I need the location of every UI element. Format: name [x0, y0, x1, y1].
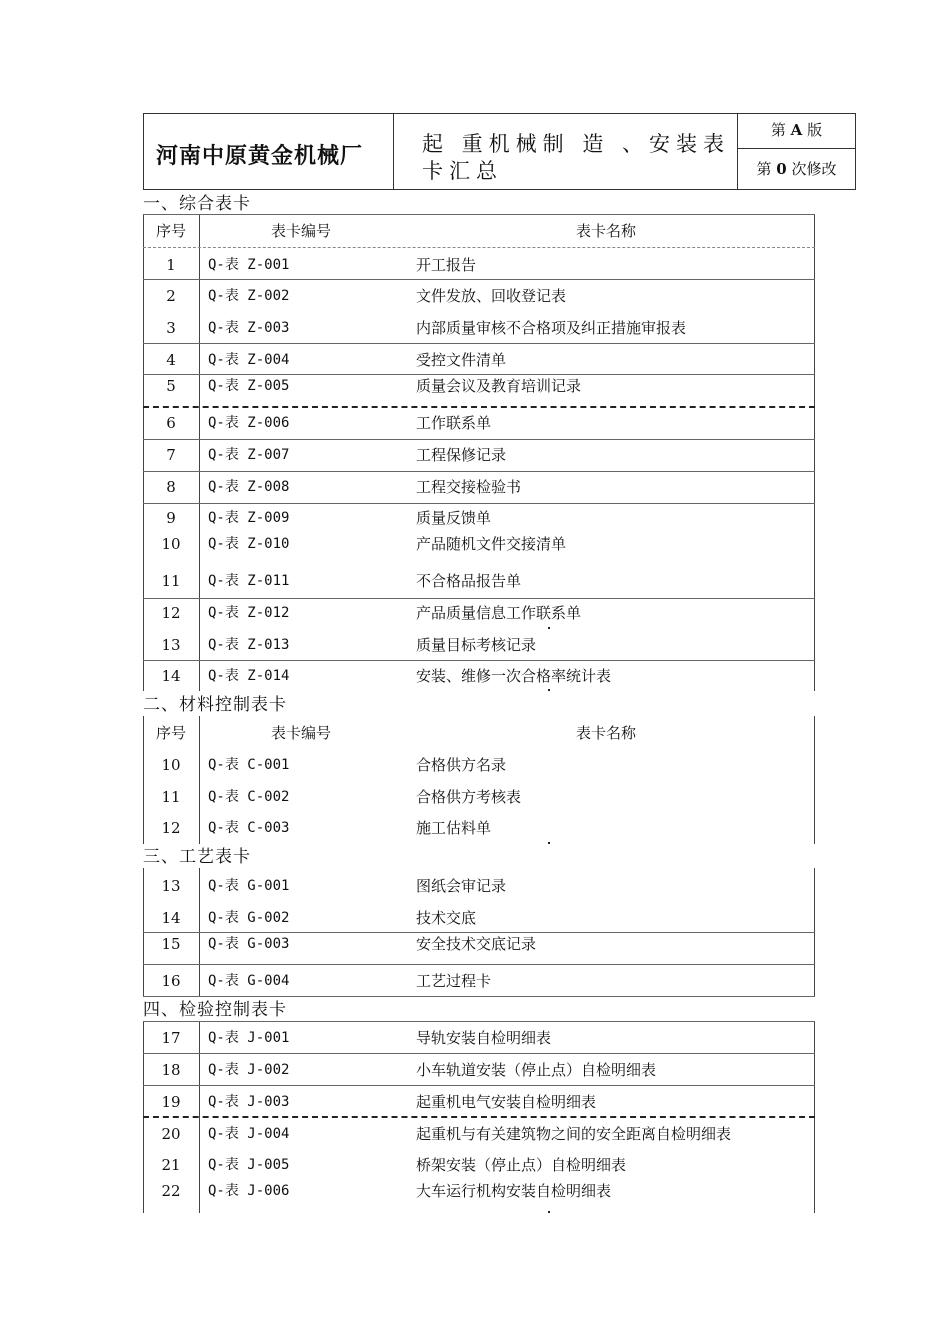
row-code: Q-表 Z-005	[208, 378, 290, 394]
row-code: Q-表 J-003	[208, 1094, 290, 1110]
row-name: 安装、维修一次合格率统计表	[416, 667, 612, 685]
column-header-code: 表卡编号	[271, 724, 332, 742]
row-code: Q-表 Z-008	[208, 479, 290, 495]
section-title: 二、材料控制表卡	[143, 695, 287, 715]
row-no: 6	[166, 414, 176, 432]
section-title: 一、综合表卡	[143, 194, 251, 214]
company-name: 河南中原黄金机械厂	[156, 144, 364, 169]
form-table-inspection	[143, 1021, 815, 1213]
row-no: 2	[166, 287, 176, 305]
row-no: 20	[161, 1125, 181, 1143]
row-code: Q-表 Z-009	[208, 510, 290, 526]
edition-prefix: 第	[770, 121, 786, 139]
row-name: 不合格品报告单	[416, 572, 522, 590]
title-cell	[393, 114, 738, 189]
row-code: Q-表 Z-014	[208, 668, 290, 684]
edition-cell	[738, 114, 855, 149]
row-name: 施工估料单	[416, 819, 492, 837]
row-code: Q-表 G-001	[208, 878, 290, 894]
row-name: 质量会议及教育培训记录	[416, 377, 582, 395]
row-no: 14	[161, 909, 181, 927]
row-name: 受控文件清单	[416, 351, 507, 369]
row-no: 13	[161, 636, 181, 654]
row-code: Q-表 J-005	[208, 1157, 290, 1173]
form-table-process	[143, 868, 815, 997]
row-no: 10	[161, 535, 181, 553]
row-no: 8	[166, 478, 176, 496]
edition-suffix: 版	[807, 121, 823, 139]
row-no: 5	[166, 377, 176, 395]
document-header	[143, 113, 856, 190]
row-name: 文件发放、回收登记表	[416, 287, 567, 305]
row-name: 开工报告	[416, 256, 477, 274]
row-no: 9	[166, 509, 176, 527]
row-code: Q-表 J-006	[208, 1183, 290, 1199]
row-no: 12	[161, 604, 181, 622]
row-code: Q-表 G-003	[208, 936, 290, 952]
row-code: Q-表 G-004	[208, 973, 290, 989]
row-code: Q-表 C-002	[208, 789, 290, 805]
row-no: 22	[161, 1182, 181, 1200]
section-title: 四、检验控制表卡	[143, 1000, 287, 1020]
row-code: Q-表 Z-010	[208, 536, 290, 552]
row-code: Q-表 Z-002	[208, 288, 290, 304]
row-name: 工作联系单	[416, 414, 492, 432]
column-header-no: 序号	[155, 724, 186, 742]
row-name: 产品质量信息工作联系单	[416, 604, 582, 622]
row-code: Q-表 J-002	[208, 1062, 290, 1078]
form-table-materials	[143, 716, 815, 844]
row-name: 工程交接检验书	[416, 478, 522, 496]
row-name: 质量反馈单	[416, 509, 492, 527]
revision-value: 0	[776, 160, 787, 178]
row-no: 19	[161, 1093, 181, 1111]
row-name: 安全技术交底记录	[416, 935, 537, 953]
form-table-general	[143, 214, 815, 691]
row-code: Q-表 Z-012	[208, 605, 290, 621]
row-no: 11	[161, 572, 181, 590]
row-code: Q-表 Z-007	[208, 447, 290, 463]
row-no: 15	[161, 935, 181, 953]
row-no: 16	[161, 972, 181, 990]
row-name: 导轨安装自检明细表	[416, 1029, 552, 1047]
row-name: 工艺过程卡	[416, 972, 492, 990]
row-no: 4	[166, 351, 176, 369]
row-no: 21	[161, 1156, 181, 1174]
row-code: Q-表 Z-001	[208, 257, 290, 273]
row-name: 质量目标考核记录	[416, 636, 537, 654]
revision-prefix: 第	[756, 160, 772, 178]
row-name: 技术交底	[416, 909, 477, 927]
row-name: 工程保修记录	[416, 446, 507, 464]
row-name: 产品随机文件交接清单	[416, 535, 567, 553]
row-name: 起重机与有关建筑物之间的安全距离自检明细表	[416, 1125, 732, 1143]
column-header-name: 表卡名称	[576, 222, 637, 240]
column-header-code: 表卡编号	[271, 222, 332, 240]
row-code: Q-表 J-001	[208, 1030, 290, 1046]
section-title: 三、工艺表卡	[143, 847, 251, 867]
column-header-no: 序号	[155, 222, 186, 240]
row-no: 14	[161, 667, 181, 685]
company-cell	[144, 114, 394, 189]
row-no: 12	[161, 819, 181, 837]
row-name: 桥架安装（停止点）自检明细表	[416, 1156, 627, 1174]
row-code: Q-表 J-004	[208, 1126, 290, 1142]
column-header-name: 表卡名称	[576, 724, 637, 742]
row-name: 合格供方名录	[416, 756, 507, 774]
row-code: Q-表 Z-011	[208, 573, 290, 589]
row-code: Q-表 C-001	[208, 757, 290, 773]
row-no: 11	[161, 788, 181, 806]
row-code: Q-表 Z-013	[208, 637, 290, 653]
row-no: 18	[161, 1061, 181, 1079]
row-code: Q-表 Z-004	[208, 352, 290, 368]
row-name: 起重机电气安装自检明细表	[416, 1093, 597, 1111]
row-no: 7	[166, 446, 176, 464]
row-code: Q-表 C-003	[208, 820, 290, 836]
edition-value: A	[790, 121, 803, 139]
row-name: 图纸会审记录	[416, 877, 507, 895]
row-no: 3	[166, 319, 176, 337]
row-no: 1	[166, 256, 176, 274]
document-title: 起 重机械制 造 、安装表卡汇总	[422, 132, 731, 183]
row-no: 17	[161, 1029, 181, 1047]
row-name: 小车轨道安装（停止点）自检明细表	[416, 1061, 657, 1079]
row-code: Q-表 G-002	[208, 910, 290, 926]
revision-cell	[738, 149, 855, 189]
row-code: Q-表 Z-006	[208, 415, 290, 431]
row-no: 13	[161, 877, 181, 895]
row-no: 10	[161, 756, 181, 774]
row-name: 大车运行机构安装自检明细表	[416, 1182, 612, 1200]
row-code: Q-表 Z-003	[208, 320, 290, 336]
revision-suffix: 次修改	[791, 160, 837, 178]
row-name: 内部质量审核不合格项及纠正措施审报表	[416, 319, 687, 337]
row-name: 合格供方考核表	[416, 788, 522, 806]
